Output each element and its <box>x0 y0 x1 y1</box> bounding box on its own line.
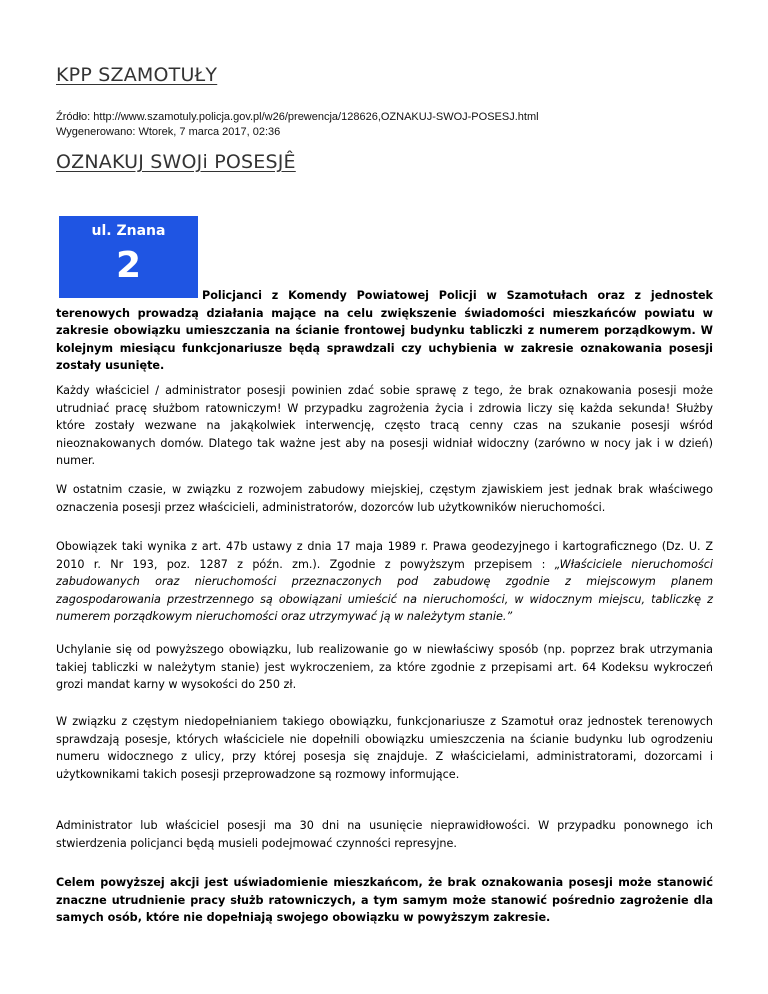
site-title: KPP SZAMOTUŁY <box>56 64 218 86</box>
source-line: Źródło: http://www.szamotuly.policja.gov.pl/w26/prewencja/128626,OZNAKUJ-SWOJ-POSESJ.html <box>56 111 539 123</box>
paragraph-penalty: Uchylanie się od powyższego obowiązku, lub realizowanie go w niewłaściwy sposób (np. poprzez brak utrzymania takiej tabliczki w należytym stanie) jest wykroczeniem, za które zgodnie z przepisami art. 64 Kodeksu wykroczeń grozi mandat karny w wysokości do 250 zł. <box>56 643 713 691</box>
article-headline: OZNAKUJ SWOJi POSESJÊ <box>56 151 296 173</box>
legal-basis-intro: Obowiązek taki wynika z art. 47b ustawy z dnia 17 maja 1989 r. Prawa geodezyjnego i kartograficznego (Dz. U. Z 2010 r. Nr 193, poz. 1287 z późn. zm.). Zgodnie z powyższym przepisem : <box>56 540 713 571</box>
legal-quote: „Właściciele nieruchomości zabudowanych oraz nieruchomości przeznaczonych pod zabudowę zgodnie z miejscowym planem zagospodarowania przestrzennego są obowiązani umieścić na nieruchomości, w widocznym miejscu, tabliczkę z numerem porządkowym nieruchomości oraz utrzymywać ją w należytym stanie.” <box>56 557 713 623</box>
generated-line: Wygenerowano: Wtorek, 7 marca 2017, 02:36 <box>56 126 281 138</box>
paragraph-legal-basis <box>56 538 713 626</box>
article-lead: Policjanci z Komendy Powiatowej Policji w Szamotułach oraz z jednostek terenowych prowadzą działania mające na celu zwiększenie świadomości mieszkańców powiatu w zakresie obowiązku umieszczania na ścianie frontowej budynku tabliczki z numerem porządkowym. W kolejnym miesiącu funkcjonariusze będą sprawdzali czy uchybienia w zakresie oznakowania posesji zostały usunięte. <box>56 289 713 372</box>
paragraph-missing-markings: W ostatnim czasie, w związku z rozwojem zabudowy miejskiej, częstym zjawiskiem jest jednak brak właściwego oznaczenia posesji przez właścicieli, administratorów, dozorców lub użytkowników nieruchomości. <box>56 483 713 514</box>
sign-house-number: 2 <box>115 245 142 286</box>
sign-street-name: ul. Znana <box>91 223 166 239</box>
paragraph-conclusion: Celem powyższej akcji jest uświadomienie mieszkańcom, że brak oznakowania posesji może stanowić znaczne utrudnienie pracy służb ratowniczych, a tym samym może stanowić pośrednio zagrożenie dla samych osób, które nie dopełniają swojego obowiązku w powyższym zakresie. <box>56 876 713 924</box>
paragraph-deadline: Administrator lub właściciel posesji ma 30 dni na usunięcie nieprawidłowości. W przypadku ponownego ich stwierdzenia policjanci będą musieli podejmować czynności represyjne. <box>56 819 713 850</box>
document-meta <box>56 110 539 140</box>
street-number-sign-image <box>59 216 198 298</box>
paragraph-inspections: W związku z częstym niedopełnianiem takiego obowiązku, funkcjonariusze z Szamotuł oraz jednostek terenowych sprawdzają posesje, których właściciele nie dopełnili obowiązku umieszczenia na ścianie budynku lub ogrodzeniu numeru widocznego z ulicy, przy której posesja się znajduje. Z właścicielami, administratorami, dozorcami i użytkownikami takich posesji przeprowadzone są rozmowy informujące. <box>56 715 713 781</box>
paragraph-rescue-services: Każdy właściciel / administrator posesji powinien zdać sobie sprawę z tego, że brak oznakowania posesji może utrudniać pracę służbom ratowniczym! W przypadku zagrożenia życia i zdrowia liczy się każda sekunda! Służby które zostały wezwane na jakąkolwiek interwencję, często tracą cenny czas na szukanie posesji wśród nieoznakowanych domów. Dlatego tak ważne jest aby na posesji widniał widoczny (zarówno w nocy jak i w dzień) numer. <box>56 384 713 467</box>
